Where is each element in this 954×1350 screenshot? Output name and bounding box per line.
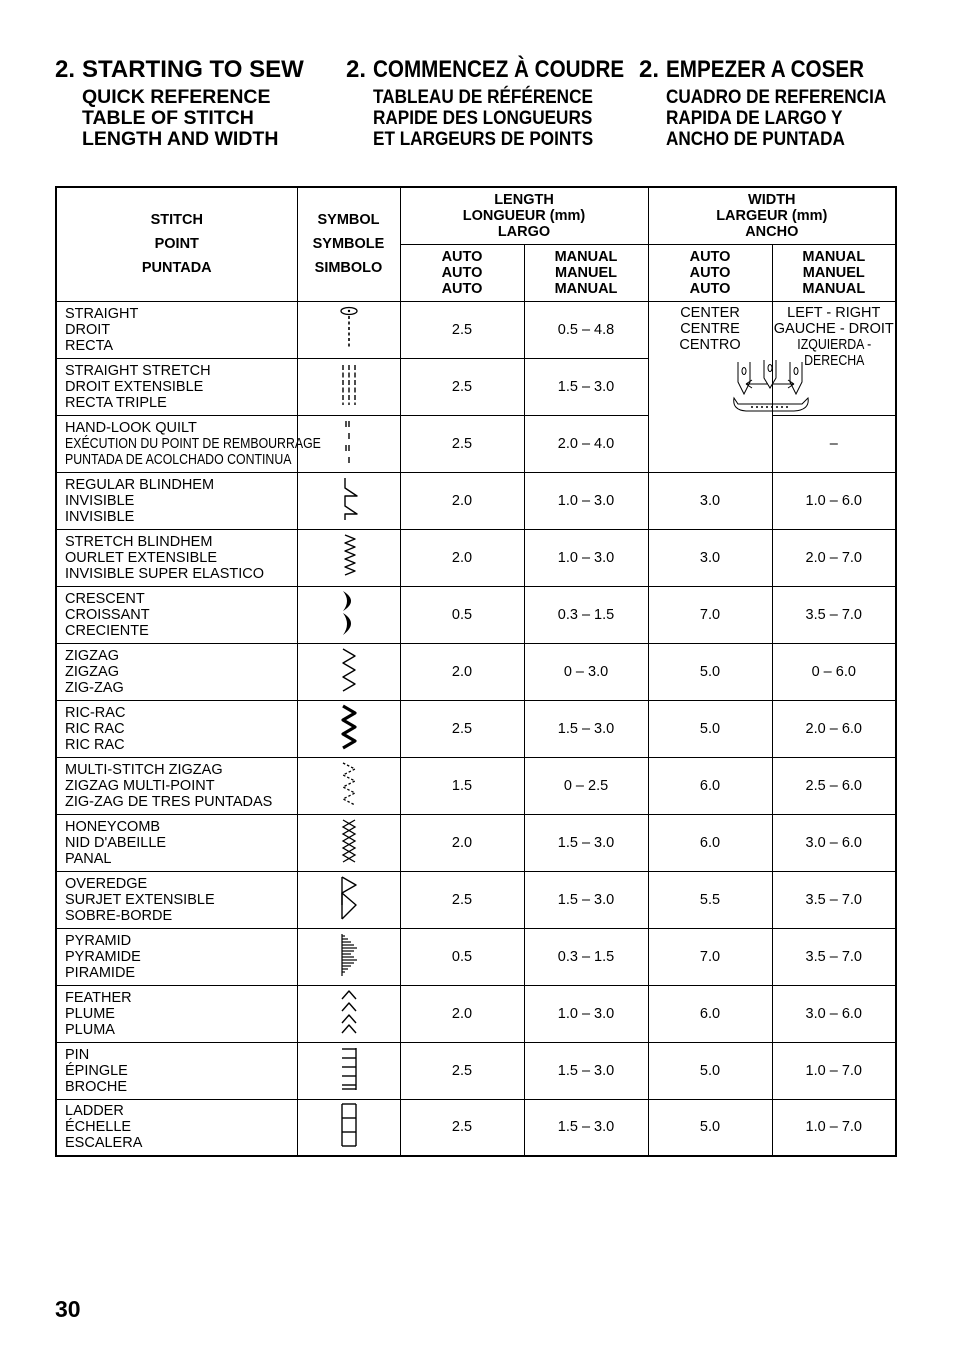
width-auto-cell: 6.0 [648, 757, 772, 814]
page-number: 30 [55, 1296, 81, 1322]
stitch-symbol-cell [297, 586, 400, 643]
length-auto-cell: 2.0 [400, 814, 524, 871]
stitch-name-line: DROIT [65, 321, 111, 338]
overedge-stitch-icon [337, 875, 361, 921]
crescent-stitch-icon [337, 589, 361, 637]
stitch-name-line: CROISSANT [65, 606, 150, 623]
length-auto-cell: 2.0 [400, 472, 524, 529]
width-auto-cell: 7.0 [648, 928, 772, 985]
width-manual-cell: 2.0 – 7.0 [772, 529, 896, 586]
pyramid-stitch-icon [337, 932, 361, 978]
length-manual-cell: 0.3 – 1.5 [524, 928, 648, 985]
stitch-name-line: ZIGZAG [65, 663, 119, 680]
stitch-symbol-cell [297, 700, 400, 757]
length-manual-cell: 1.0 – 3.0 [524, 985, 648, 1042]
width-manual-dash-cell: – [772, 415, 896, 472]
stitch-name-line: RIC RAC [65, 720, 125, 737]
stitch-name-cell [56, 814, 297, 871]
stitch-name-cell [56, 415, 321, 472]
width-manual-cell: 3.5 – 7.0 [772, 871, 896, 928]
table-row [56, 985, 896, 1042]
stretch-blindhem-stitch-icon [337, 533, 361, 579]
heading-title: STARTING TO SEW [82, 56, 304, 83]
stitch-symbol-cell [297, 757, 400, 814]
feather-stitch-icon [337, 989, 361, 1035]
hand-look-quilt-stitch-icon [337, 419, 361, 465]
length-auto-cell: 2.5 [400, 1042, 524, 1099]
length-manual-cell: 1.0 – 3.0 [524, 529, 648, 586]
stitch-name-line: PLUME [65, 1005, 115, 1022]
length-auto-cell: 2.5 [400, 1099, 524, 1156]
stitch-name-line: OVEREDGE [65, 875, 148, 892]
table-row [56, 1099, 896, 1156]
width-manual-cell: 3.0 – 6.0 [772, 985, 896, 1042]
stitch-symbol-cell [297, 1099, 400, 1156]
stitch-name-line: PLUMA [65, 1021, 115, 1038]
length-auto-cell: 0.5 [400, 586, 524, 643]
stitch-name-line: FEATHER [65, 989, 132, 1006]
stitch-name-line: PANAL [65, 850, 112, 867]
length-manual-cell: 0.5 – 4.8 [524, 301, 648, 358]
stitch-name-line: INVISIBLE [65, 492, 135, 509]
stitch-name-line: ZIG-ZAG DE TRES PUNTADAS [65, 793, 273, 810]
stitch-name-line: SOBRE-BORDE [65, 907, 173, 924]
length-auto-cell: 1.5 [400, 757, 524, 814]
length-manual-cell: 1.5 – 3.0 [524, 871, 648, 928]
stitch-name-line: BROCHE [65, 1078, 128, 1095]
width-manual-cell: 1.0 – 7.0 [772, 1042, 896, 1099]
heading-subtitle-line: ANCHO DE PUNTADA [666, 128, 845, 150]
stitch-symbol-cell [297, 985, 400, 1042]
length-auto-cell: 2.5 [400, 415, 524, 472]
ladder-stitch-icon [337, 1102, 361, 1148]
width-manual-cell: 2.5 – 6.0 [772, 757, 896, 814]
table-row [56, 700, 896, 757]
stitch-name-line: EXÉCUTION DU POINT DE REMBOURRAGE [65, 435, 321, 452]
heading-english: 2. STARTING TO SEW QUICK REFERENCE TABLE OF STITCH LENGTH AND WIDTH [55, 56, 304, 150]
width-left-right-cell: LEFT - RIGHT GAUCHE - DROIT IZQUIERDA - DERECHA [772, 301, 896, 415]
table-row [56, 1042, 896, 1099]
stitch-name-line: OURLET EXTENSIBLE [65, 549, 218, 566]
header-length-manual: MANUAL MANUEL MANUAL [524, 244, 648, 301]
stitch-name-line: INVISIBLE [65, 508, 135, 525]
stitch-symbol-cell [297, 814, 400, 871]
stitch-name-cell [56, 1042, 297, 1099]
stitch-name-cell [56, 358, 297, 415]
length-manual-cell: 1.5 – 3.0 [524, 814, 648, 871]
table-row [56, 928, 896, 985]
stitch-symbol-cell [297, 529, 400, 586]
stitch-name-line: LADDER [65, 1103, 124, 1120]
zigzag-stitch-icon [337, 647, 361, 693]
length-auto-cell: 2.0 [400, 529, 524, 586]
heading-subtitle-line: QUICK REFERENCE [82, 86, 271, 108]
header-width-manual: MANUAL MANUEL MANUAL [772, 244, 896, 301]
stitch-name-line: STRAIGHT STRETCH [65, 362, 211, 379]
stitch-name-line: PIN [65, 1046, 90, 1063]
width-auto-cell: 5.0 [648, 643, 772, 700]
length-auto-cell: 0.5 [400, 928, 524, 985]
stitch-name-cell [56, 586, 297, 643]
table-row [56, 814, 896, 871]
width-auto-cell: 6.0 [648, 814, 772, 871]
header-length-auto: AUTO AUTO AUTO [400, 244, 524, 301]
stitch-name-line: ZIGZAG MULTI-POINT [65, 777, 215, 794]
stitch-name-cell [56, 472, 297, 529]
length-manual-cell: 1.5 – 3.0 [524, 1042, 648, 1099]
length-auto-cell: 2.5 [400, 358, 524, 415]
heading-subtitle-line: RAPIDA DE LARGO Y [666, 107, 843, 129]
length-manual-cell: 0 – 3.0 [524, 643, 648, 700]
heading-french: 2. COMMENCEZ À COUDRE TABLEAU DE RÉFÉRENCE RAPIDE DES LONGUEURS ET LARGEURS DE POINTS [346, 56, 665, 150]
stitch-reference-table [55, 186, 897, 1157]
heading-subtitle-line: RAPIDE DES LONGUEURS [373, 107, 593, 129]
table-row [56, 529, 896, 586]
length-auto-cell: 2.5 [400, 301, 524, 358]
heading-subtitle-line: TABLEAU DE RÉFÉRENCE [373, 86, 593, 108]
stitch-name-cell [56, 871, 297, 928]
table-row [56, 871, 896, 928]
stitch-name-line: ZIG-ZAG [65, 679, 124, 696]
length-manual-cell: 2.0 – 4.0 [524, 415, 648, 472]
stitch-name-line: CRECIENTE [65, 622, 149, 639]
stitch-symbol-cell [297, 472, 400, 529]
header-width-auto: AUTO AUTO AUTO [648, 244, 772, 301]
stitch-name-line: ESCALERA [65, 1135, 143, 1152]
width-manual-cell: 0 – 6.0 [772, 643, 896, 700]
stitch-symbol-cell [297, 643, 400, 700]
heading-spanish: 2. EMPEZER A COSER CUADRO DE REFERENCIA RAPIDA DE LARGO Y ANCHO DE PUNTADA [639, 56, 887, 150]
width-manual-cell: 1.0 – 6.0 [772, 472, 896, 529]
needle-position-diagram-icon [724, 358, 816, 418]
width-manual-cell: 3.0 – 6.0 [772, 814, 896, 871]
stitch-symbol-cell [297, 1042, 400, 1099]
width-auto-cell: 5.0 [648, 700, 772, 757]
width-manual-cell: 2.0 – 6.0 [772, 700, 896, 757]
stitch-name-line: MULTI-STITCH ZIGZAG [65, 761, 223, 778]
stitch-name-cell [56, 700, 297, 757]
width-center-cell: CENTER CENTRE CENTRO [648, 301, 772, 472]
header-symbol: SYMBOL SYMBOLE SIMBOLO [297, 187, 400, 301]
honeycomb-stitch-icon [337, 818, 361, 864]
stitch-name-line: RECTA [65, 337, 114, 354]
length-manual-cell: 1.5 – 3.0 [524, 358, 648, 415]
stitch-name-cell [56, 1099, 297, 1156]
length-auto-cell: 2.5 [400, 871, 524, 928]
length-manual-cell: 1.5 – 3.0 [524, 1099, 648, 1156]
length-manual-cell: 1.0 – 3.0 [524, 472, 648, 529]
stitch-name-line: PUNTADA DE ACOLCHADO CONTINUA [65, 451, 292, 468]
length-manual-cell: 1.5 – 3.0 [524, 700, 648, 757]
width-manual-cell: 1.0 – 7.0 [772, 1099, 896, 1156]
stitch-name-line: SURJET EXTENSIBLE [65, 891, 215, 908]
stitch-name-line: RECTA TRIPLE [65, 394, 167, 411]
stitch-name-line: PYRAMID [65, 932, 132, 949]
length-manual-cell: 0 – 2.5 [524, 757, 648, 814]
stitch-name-line: DROIT EXTENSIBLE [65, 378, 204, 395]
length-manual-cell: 0.3 – 1.5 [524, 586, 648, 643]
stitch-name-line: PYRAMIDE [65, 948, 141, 965]
stitch-symbol-cell [297, 358, 400, 415]
stitch-name-line: HAND-LOOK QUILT [65, 419, 197, 436]
table-row [56, 643, 896, 700]
stitch-name-line: RIC-RAC [65, 704, 126, 721]
stitch-symbol-cell [297, 871, 400, 928]
straight-stretch-stitch-icon [337, 363, 361, 407]
width-auto-cell: 5.0 [648, 1099, 772, 1156]
width-auto-cell: 3.0 [648, 529, 772, 586]
header-width: WIDTH LARGEUR (mm) ANCHO [648, 187, 896, 244]
stitch-name-cell [56, 643, 297, 700]
stitch-symbol-cell [297, 301, 400, 358]
stitch-name-cell [56, 757, 297, 814]
heading-subtitle-line: LENGTH AND WIDTH [82, 128, 279, 150]
straight-stitch-icon [337, 306, 361, 350]
heading-subtitle-line: TABLE OF STITCH [82, 107, 254, 129]
heading-title: COMMENCEZ À COUDRE [373, 56, 625, 83]
heading-subtitle-line: CUADRO DE REFERENCIA [666, 86, 887, 108]
table-row [56, 757, 896, 814]
ric-rac-stitch-icon [337, 704, 361, 750]
length-auto-cell: 2.0 [400, 643, 524, 700]
stitch-name-line: PIRAMIDE [65, 964, 136, 981]
stitch-name-cell [56, 301, 297, 358]
heading-subtitle-line: ET LARGEURS DE POINTS [373, 128, 594, 150]
stitch-name-line: INVISIBLE SUPER ELASTICO [65, 565, 265, 582]
length-auto-cell: 2.5 [400, 700, 524, 757]
stitch-name-line: CRESCENT [65, 590, 145, 607]
header-length: LENGTH LONGUEUR (mm) LARGO [400, 187, 648, 244]
stitch-name-line: HONEYCOMB [65, 818, 161, 835]
length-auto-cell: 2.0 [400, 985, 524, 1042]
width-auto-cell: 7.0 [648, 586, 772, 643]
stitch-name-line: STRAIGHT [65, 305, 139, 322]
heading-title: EMPEZER A COSER [666, 56, 865, 83]
stitch-name-cell [56, 928, 297, 985]
width-auto-cell: 5.5 [648, 871, 772, 928]
width-auto-cell: 3.0 [648, 472, 772, 529]
multi-stitch-zigzag-icon [337, 761, 361, 807]
width-auto-cell: 5.0 [648, 1042, 772, 1099]
width-manual-cell: 3.5 – 7.0 [772, 586, 896, 643]
table-row [56, 301, 896, 358]
header-stitch: STITCH POINT PUNTADA [56, 187, 297, 301]
width-manual-cell: 3.5 – 7.0 [772, 928, 896, 985]
stitch-name-line: ZIGZAG [65, 647, 119, 664]
stitch-name-line: REGULAR BLINDHEM [65, 476, 215, 493]
table-row [56, 586, 896, 643]
blindhem-stitch-icon [337, 476, 361, 522]
stitch-name-line: ÉCHELLE [65, 1119, 132, 1136]
stitch-name-cell [56, 985, 297, 1042]
stitch-name-line: NID D'ABEILLE [65, 834, 167, 851]
stitch-symbol-cell [297, 928, 400, 985]
pin-stitch-icon [337, 1046, 361, 1092]
table-row [56, 472, 896, 529]
stitch-name-line: STRETCH BLINDHEM [65, 533, 213, 550]
stitch-name-line: ÉPINGLE [65, 1062, 128, 1079]
stitch-name-line: RIC RAC [65, 736, 125, 753]
stitch-name-cell [56, 529, 297, 586]
width-auto-cell: 6.0 [648, 985, 772, 1042]
